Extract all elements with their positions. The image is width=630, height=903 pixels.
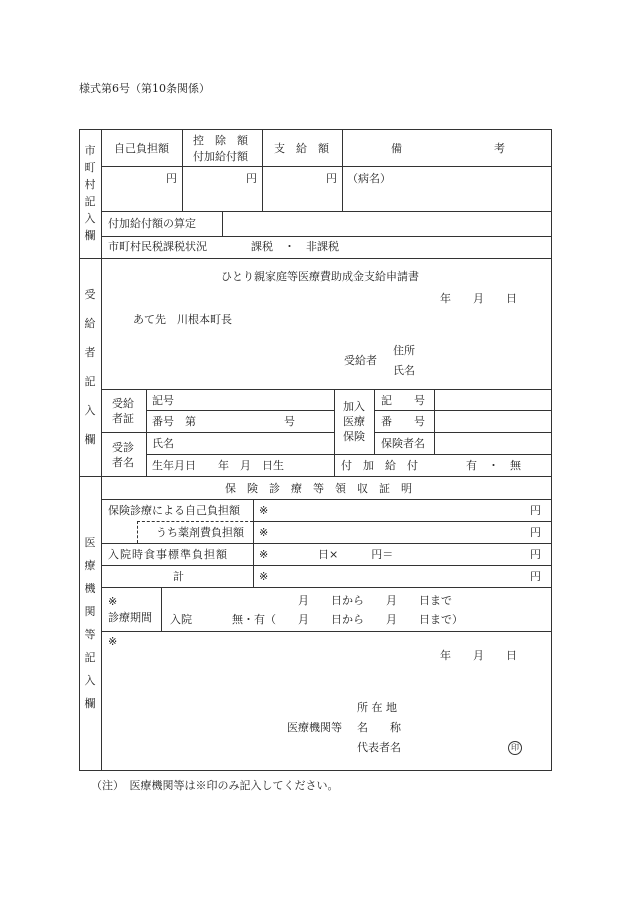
patient-label-1: 受診 (112, 441, 134, 454)
mark-period: ※ (108, 595, 118, 608)
section1-side-label: 市 町 村 記 入 欄 (84, 144, 96, 242)
section2-side-label: 受 給 者 記 入 欄 (84, 288, 96, 446)
treatment-period: 月 日から 月 日まで (298, 594, 452, 607)
header-remarks-b: 考 (494, 142, 505, 155)
inpatient-label: 入院 (170, 613, 192, 626)
application-date: 年 月 日 (440, 292, 517, 305)
institution-location-label: 所 在 地 (357, 701, 397, 714)
insurance-label-1: 加入 (343, 400, 365, 413)
insurance-number-label: 番 号 (381, 415, 425, 428)
recipient-name-label: 氏名 (393, 364, 415, 377)
drug-cost-label: うち薬剤費負担額 (156, 526, 244, 539)
patient-label-2: 者名 (112, 456, 134, 469)
certificate-number-label: 番号 第 号 (152, 415, 295, 428)
yen-r2: 円 (530, 526, 541, 539)
seal-mark: 印 (508, 741, 522, 755)
total-label: 計 (173, 570, 184, 583)
header-deduction: 控 除 額 (193, 134, 248, 147)
application-title: ひとり親家庭等医療費助成金支給申請書 (221, 270, 419, 283)
yen-r4: 円 (530, 570, 541, 583)
insurance-label-3: 保険 (343, 430, 365, 443)
treatment-period-label: 診療期間 (108, 611, 152, 624)
yen-r1: 円 (530, 504, 541, 517)
mark-r3: ※ (259, 548, 269, 561)
form-number: 様式第6号（第10条関係） (79, 82, 210, 95)
meal-cost-formula: 日× 円＝ (318, 548, 394, 561)
representative-label: 代表者名 (357, 741, 401, 754)
institution-name-label: 名 称 (357, 721, 401, 734)
yen-payment: 円 (326, 172, 337, 185)
meal-cost-label: 入院時食事標準負担額 (108, 548, 228, 561)
insurance-symbol-label: 記 号 (381, 394, 425, 407)
tax-status-label: 市町村民税課税状況 (108, 240, 207, 253)
section3-side-label: 医 療 機 関 等 記 入 欄 (84, 536, 96, 710)
patient-name-label: 氏名 (152, 437, 174, 450)
insurance-label-2: 医療 (343, 415, 365, 428)
additional-benefit-options: 有 ・ 無 (466, 459, 521, 472)
mark-institution: ※ (108, 635, 118, 648)
disease-name: （病名） (347, 172, 391, 185)
yen-self-pay: 円 (166, 172, 177, 185)
mark-r4: ※ (259, 570, 269, 583)
recipient-address-label: 住所 (393, 344, 415, 357)
receipt-certificate-title: 保 険 診 療 等 領 収 証 明 (225, 482, 412, 495)
header-payment: 支 給 額 (274, 142, 329, 155)
header-additional-benefit: 付加給付額 (193, 150, 248, 163)
insurer-name-label: 保険者名 (381, 437, 425, 450)
header-self-pay: 自己負担額 (114, 142, 169, 155)
mark-r1: ※ (259, 504, 269, 517)
recipient-label: 受給者 (344, 354, 377, 367)
additional-benefit-label: 付 加 給 付 (341, 459, 418, 472)
mark-r2: ※ (259, 526, 269, 539)
patient-birthdate-label: 生年月日 年 月 日生 (152, 459, 284, 472)
tax-status-options: 課税 ・ 非課税 (251, 240, 339, 253)
yen-deduction: 円 (246, 172, 257, 185)
certificate-symbol-label: 記号 (152, 394, 174, 407)
inpatient-period: 無・有（ 月 日から 月 日まで） (232, 613, 463, 626)
insured-self-pay-label: 保険診療による自己負担額 (108, 504, 240, 517)
yen-r3: 円 (530, 548, 541, 561)
header-remarks-a: 備 (391, 142, 402, 155)
additional-benefit-calc-label: 付加給付額の算定 (108, 217, 196, 230)
certificate-label-2: 者証 (112, 412, 134, 425)
institution-date: 年 月 日 (440, 649, 517, 662)
footnote: （注） 医療機関等は※印のみ記入してください。 (91, 779, 339, 792)
addressee: あて先 川根本町長 (133, 313, 232, 326)
institution-label: 医療機関等 (287, 721, 342, 734)
certificate-label-1: 受給 (112, 397, 134, 410)
